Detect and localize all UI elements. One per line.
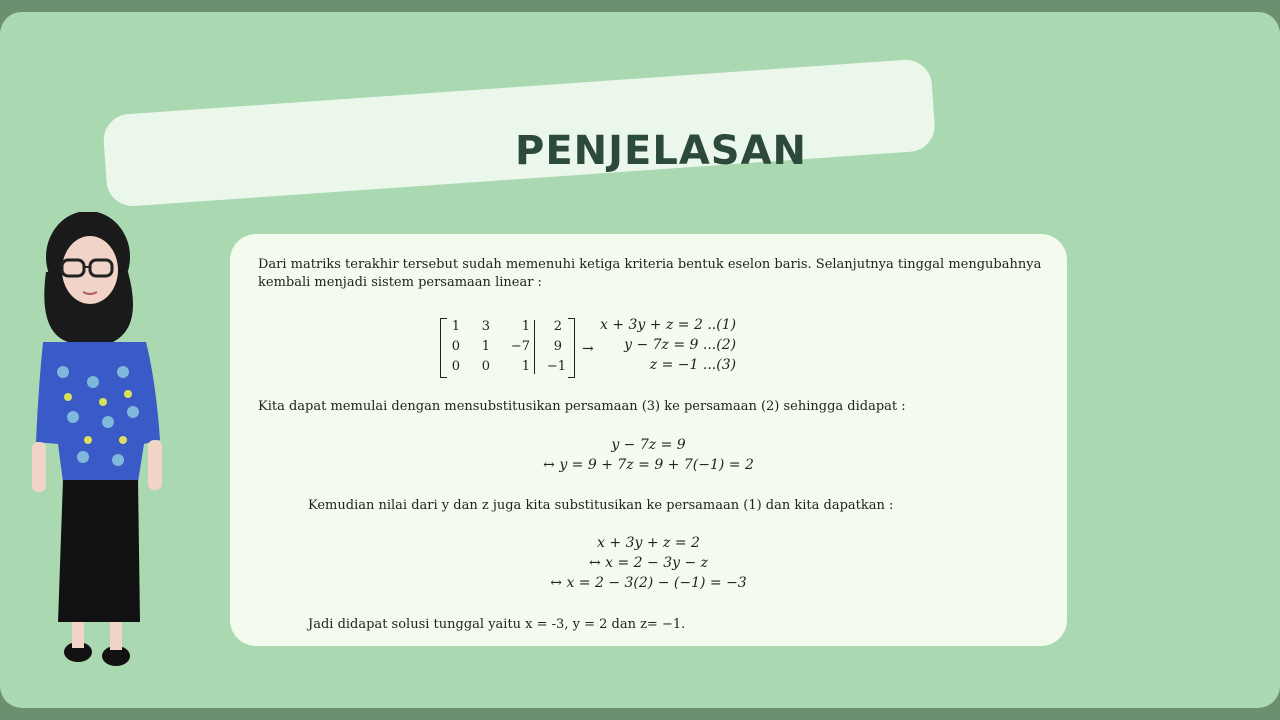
equation-line: ↔ y = 9 + 7z = 9 + 7(−1) = 2 — [543, 457, 754, 473]
arrow-icon: → — [582, 341, 594, 357]
matrix-cell: 1 — [481, 339, 490, 354]
explanation-card — [230, 234, 1067, 646]
slide — [0, 12, 1280, 708]
equation-line: y − 7z = 9 — [611, 437, 686, 453]
followup-paragraph: Kemudian nilai dari y dan z juga kita substitusikan ke persamaan (1) dan kita dapatkan : — [308, 498, 894, 513]
matrix-cell: 1 — [521, 359, 530, 374]
substitution-paragraph: Kita dapat memulai dengan mensubstitusikan persamaan (3) ke persamaan (2) sehingga didapat : — [258, 399, 906, 414]
equation-system — [600, 316, 736, 376]
equation-line: y − 7z = 9 ...(2) — [624, 337, 737, 353]
equation-line: ↔ x = 2 − 3(2) − (−1) = −3 — [550, 575, 747, 591]
teacher-avatar — [28, 212, 168, 682]
matrix-cell: 2 — [553, 319, 562, 334]
matrix-cell: −7 — [510, 339, 530, 354]
equation-line: x + 3y + z = 2 — [597, 535, 700, 551]
substitution-step-1 — [230, 436, 1067, 476]
equation-line: x + 3y + z = 2 ..(1) — [600, 317, 737, 333]
conclusion-paragraph: Jadi didapat solusi tunggal yaitu x = -3, y = 2 dan z= −1. — [308, 617, 686, 632]
substitution-step-2 — [230, 534, 1067, 594]
matrix-cell: 0 — [481, 359, 490, 374]
matrix-cell: 1 — [521, 319, 530, 334]
matrix-right-bracket — [568, 318, 575, 378]
matrix-separator — [534, 320, 535, 374]
intro-paragraph: Dari matriks terakhir tersebut sudah memenuhi ketiga kriteria bentuk eselon baris. Selanjutnya tinggal mengubahnya kembali menjadi sistem persamaan linear : — [258, 257, 1042, 290]
matrix-cell: 9 — [553, 339, 562, 354]
slide-title: PENJELASAN — [515, 128, 808, 174]
matrix-cell: 0 — [451, 359, 460, 374]
matrix-cell: 1 — [451, 319, 460, 334]
equation-line: ↔ x = 2 − 3y − z — [588, 555, 709, 571]
matrix-cell: 0 — [451, 339, 460, 354]
matrix-cell: 3 — [481, 319, 490, 334]
equation-line: z = −1 ...(3) — [649, 357, 737, 373]
matrix-cell: −1 — [546, 359, 566, 374]
